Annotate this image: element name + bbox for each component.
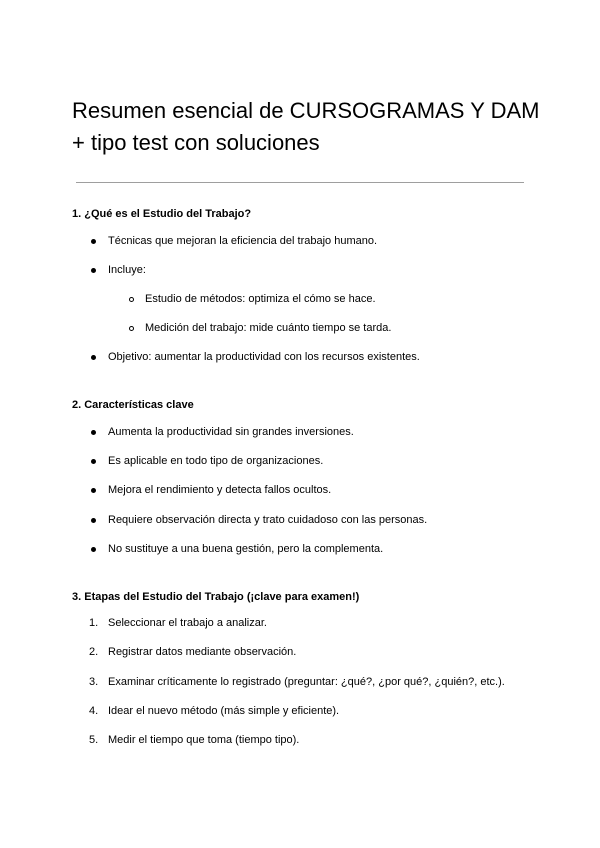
list-number: 4. [89,705,99,717]
list-item: Incluye: [108,264,146,276]
bullet-icon [91,268,96,273]
list-item: Requiere observación directa y trato cuidadoso con las personas. [108,514,428,526]
bullet-icon [91,547,96,552]
sub-bullet-icon [129,297,134,302]
document-title: Resumen esencial de CURSOGRAMAS Y DAM + tipo test con soluciones [72,98,540,155]
list-item: Examinar críticamente lo registrado (preguntar: ¿qué?, ¿por qué?, ¿quién?, etc.). [108,676,505,688]
list-item: Medir el tiempo que toma (tiempo tipo). [108,734,300,746]
list-number: 1. [89,617,99,629]
bullet-icon [91,430,96,435]
sub-bullet-icon [129,326,134,331]
sub-list-item: Estudio de métodos: optimiza el cómo se hace. [145,293,376,305]
horizontal-divider [76,182,524,183]
section-heading-1: 1. ¿Qué es el Estudio del Trabajo? [72,208,252,220]
bullet-icon [91,459,96,464]
bullet-icon [91,239,96,244]
sub-list-item: Medición del trabajo: mide cuánto tiempo se tarda. [145,322,392,334]
list-item: Mejora el rendimiento y detecta fallos ocultos. [108,484,332,496]
list-item: Objetivo: aumentar la productividad con los recursos existentes. [108,351,420,363]
bullet-icon [91,488,96,493]
list-number: 2. [89,646,99,658]
list-item: No sustituye a una buena gestión, pero la complementa. [108,543,384,555]
list-item: Idear el nuevo método (más simple y eficiente). [108,705,340,717]
list-item: Aumenta la productividad sin grandes inversiones. [108,426,354,438]
list-item: Seleccionar el trabajo a analizar. [108,617,267,629]
section-heading-2: 2. Características clave [72,399,194,411]
list-item: Registrar datos mediante observación. [108,646,297,658]
list-number: 3. [89,676,99,688]
list-item: Es aplicable en todo tipo de organizaciones. [108,455,324,467]
bullet-icon [91,518,96,523]
section-heading-3: 3. Etapas del Estudio del Trabajo (¡clave para examen!) [72,591,360,603]
list-item: Técnicas que mejoran la eficiencia del trabajo humano. [108,235,378,247]
bullet-icon [91,355,96,360]
list-number: 5. [89,734,99,746]
